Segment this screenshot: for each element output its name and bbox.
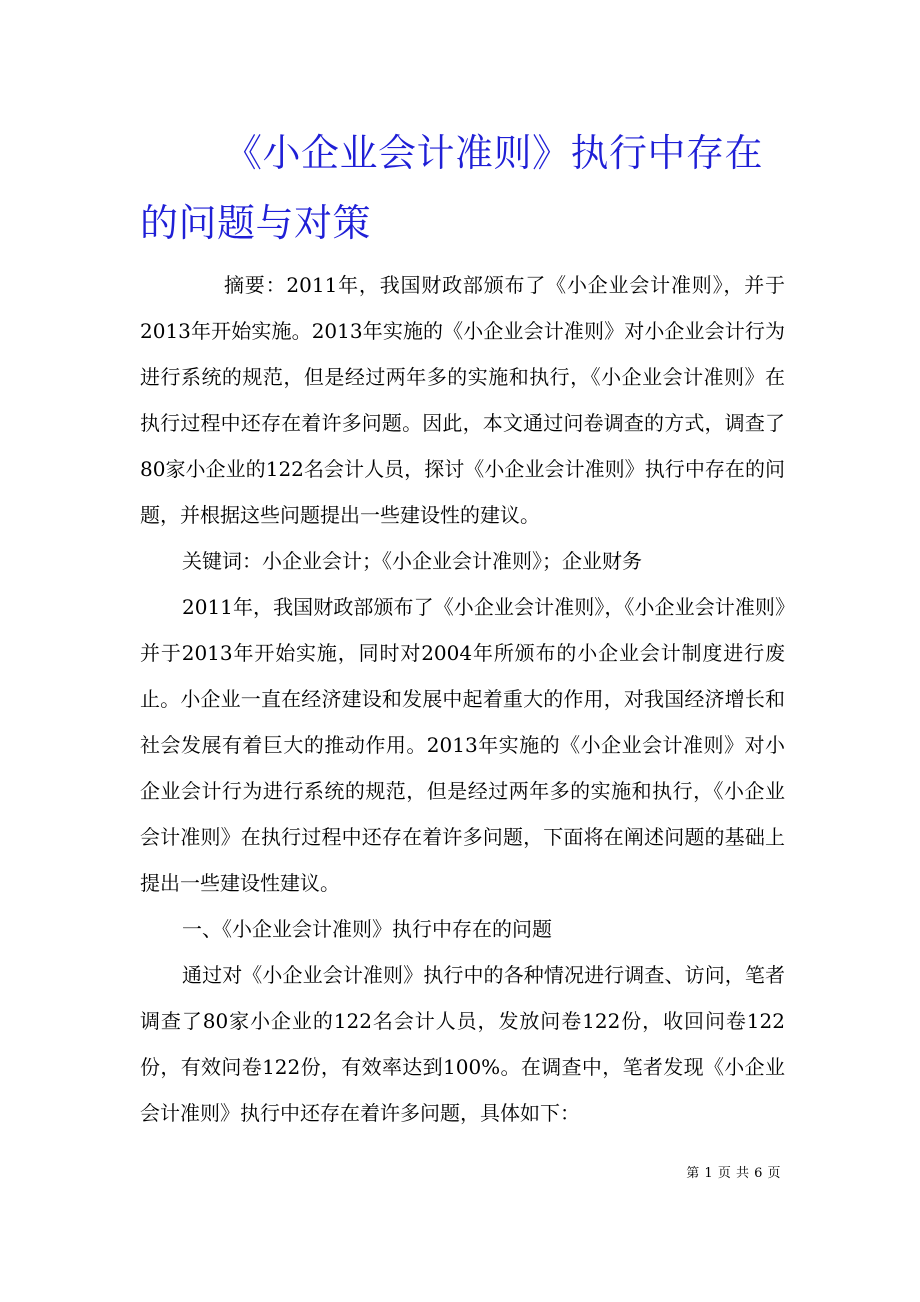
section-heading-1: 一、《小企业会计准则》执行中存在的问题 (182, 917, 552, 941)
keywords-line: 关键词：小企业会计；《小企业会计准则》；企业财务 (182, 549, 642, 573)
page-number-footer: 第 1 页 共 6 页 (686, 1166, 781, 1181)
title-line-1: 《小企业会计准则》执行中存在 (224, 131, 764, 175)
abstract-paragraph: 摘要：2011年，我国财政部颁布了《小企业会计准则》，并于2013年开始实施。2013年实施的《小企业会计准则》对小企业会计行为进行系统的规范，但是经过两年多的实施和执行，《小企业会计准则》在执行过程中还存在着许多问题。因此，本文通过问卷调查的方式，调查了80家小企业的122名会计人员，探讨《小企业会计准则》执行中存在的问题，并根据这些问题提出一些建设性的建议。 (140, 273, 785, 527)
document-body (140, 262, 785, 1136)
body-paragraph-1: 2011年，我国财政部颁布了《小企业会计准则》，《小企业会计准则》并于2013年开始实施，同时对2004年所颁布的小企业会计制度进行废止。小企业一直在经济建设和发展中起着重大的作用，对我国经济增长和社会发展有着巨大的推动作用。2013年实施的《小企业会计准则》对小企业会计行为进行系统的规范，但是经过两年多的实施和执行，《小企业会计准则》在执行过程中还存在着许多问题，下面将在阐述问题的基础上提出一些建设性建议。 (140, 595, 785, 895)
document-title (140, 118, 790, 258)
title-line-2: 的问题与对策 (140, 201, 372, 245)
body-paragraph-2: 通过对《小企业会计准则》执行中的各种情况进行调查、访问，笔者调查了80家小企业的122名会计人员，发放问卷122份，收回问卷122份，有效问卷122份，有效率达到100%。在调查中，笔者发现《小企业会计准则》执行中还存在着许多问题，具体如下： (140, 963, 785, 1125)
